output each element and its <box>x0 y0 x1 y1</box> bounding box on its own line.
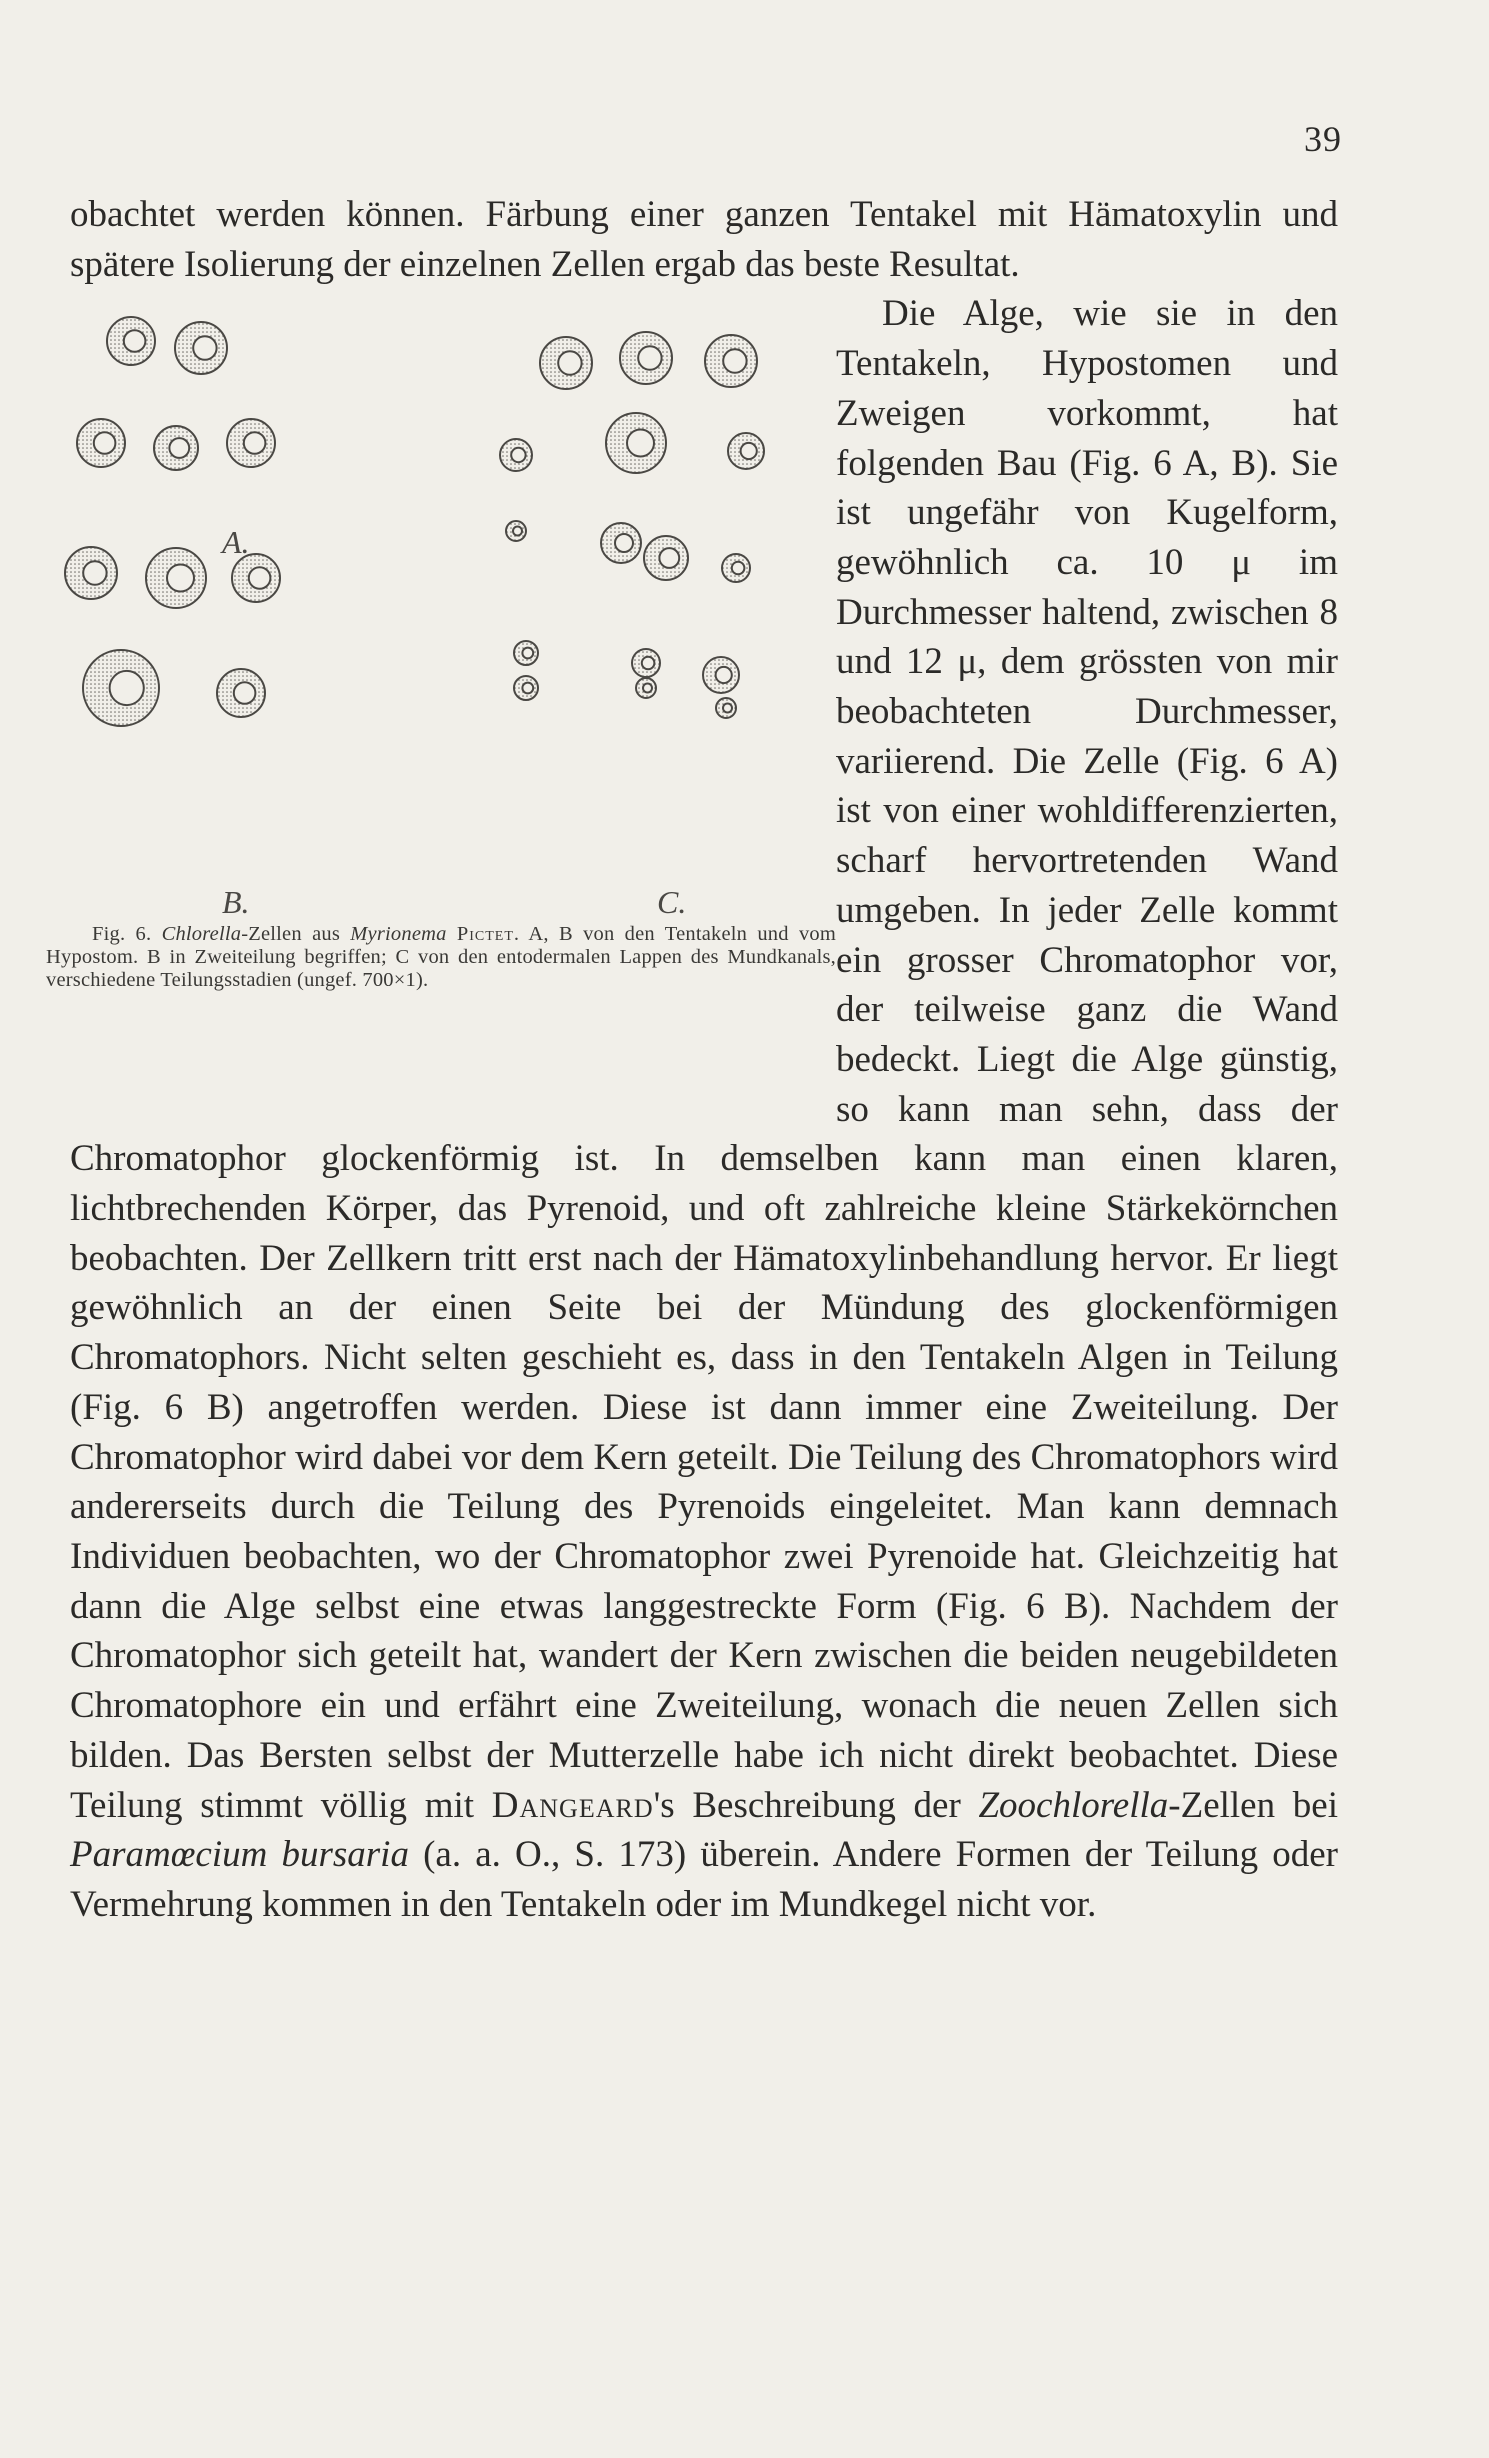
pyrenoid-20 <box>522 648 533 659</box>
figure-caption <box>46 923 836 992</box>
pyrenoid-10 <box>741 443 757 459</box>
pyrenoid-16 <box>659 549 679 569</box>
pyrenoid-22 <box>642 657 655 670</box>
pyrenoid-8 <box>511 448 525 462</box>
pyrenoid-11 <box>83 562 106 585</box>
caption-species: Myrionema <box>350 923 447 946</box>
paragraph-2-text: Die Alge, wie sie in den Tentakeln, Hypostomen und Zweigen vorkommt, hat folgenden Bau (Fig. 6 A, B). Sie ist ungefähr von Kugelform, gewöhnlich ca. 10 μ im Durchmesser haltend, zwischen 8 und 12 μ, dem grössten von mir beobachteten Durchmesser, variierend. Die Zelle (Fig. 6 A) ist von einer wohldifferenzierten, scharf hervortretenden Wand umgeben. In jeder Zelle kommt ein grosser Chromatophor vor, der teilweise ganz die Wand bedeckt. Liegt die Alge günstig, so kann man sehn, dass der Chromatophor glockenförmig ist. In demselben kann man einen klaren, lichtbrechenden Körper, das Pyrenoid, und oft zahlreiche kleine Stärkekörnchen beobachten. Der Zellkern tritt erst nach der Hämatoxylinbehandlung hervor. Er liegt gewöhnlich an der einen Seite bei der Mündung des glockenförmigen Chromatophors. Nicht selten geschieht es, dass in den Tentakeln Algen in Teilung (Fig. 6 B) angetroffen werden. Diese ist dann immer eine Zweiteilung. Der Chromatophor wird dabei vor dem Kern geteilt. Die Teilung des Chromatophors wird andererseits durch die Teilung des Pyrenoids eingeleitet. Man kann demnach Individuen beobachten, wo der Chromatophor zwei Pyrenoide hat. Gleichzeitig hat dann die Alge selbst eine etwas langgestreckte Form (Fig. 6 B). Nachdem der Chromatophor sich geteilt hat, wandert der Kern zwischen die beiden neugebildeten Chromatophore ein und erfährt eine Zweiteilung, wonach die neuen Zellen sich bilden. Das Bersten selbst der Mutterzelle habe ich nicht direkt beobachtet. Diese Teilung stimmt völlig mit <box>70 293 1338 1826</box>
caption-prefix: Fig. 6. <box>92 923 152 946</box>
page-number: 39 <box>1304 119 1342 159</box>
caption-a: -Zellen aus <box>241 923 340 946</box>
pyrenoid-17 <box>732 562 745 575</box>
panel-label-a: A. <box>222 524 250 561</box>
pyrenoid-13 <box>249 568 271 590</box>
pyrenoid-12 <box>167 565 194 592</box>
pyrenoid-14 <box>513 527 522 536</box>
pyrenoid-23 <box>643 684 652 693</box>
panel-label-b: B. <box>222 884 250 921</box>
paragraph-1: obachtet werden können. Färbung einer ganzen Tentakel mit Hämatoxylin und spätere Isolierung der einzelnen Zellen ergab das beste Resultat. <box>70 194 1338 285</box>
genus-zoochlorella: Zoochlorella <box>978 1784 1169 1826</box>
caption-author: Pictet <box>456 923 514 946</box>
text-column <box>46 190 1338 1930</box>
pyrenoid-0 <box>124 331 146 353</box>
figure-6-drawing <box>46 303 836 923</box>
pyrenoid-15 <box>615 534 633 552</box>
author-dangeard: Dangeard <box>491 1784 654 1826</box>
pyrenoid-24 <box>716 667 732 683</box>
pyrenoid-4 <box>723 350 746 373</box>
pyrenoid-5 <box>94 433 116 455</box>
pyrenoid-6 <box>169 439 189 459</box>
pyrenoid-7 <box>244 433 266 455</box>
pyrenoid-9 <box>627 430 654 457</box>
pyrenoid-1 <box>193 337 216 360</box>
caption-b: . A, B von den Tentakeln und vom Hypostom. B in Zweiteilung begriffen; C von den entodermalen Lappen des Mundkanals, verschiedene Teilungsstadien (ungef. 700×1). <box>46 923 837 992</box>
panel-label-c: C. <box>657 884 687 921</box>
paragraph-2-b: 's Beschreibung der <box>653 1784 961 1826</box>
pyrenoid-18 <box>110 671 144 705</box>
pyrenoid-25 <box>723 704 732 713</box>
caption-genus: Chlorella <box>161 923 242 946</box>
paragraph-2 <box>46 289 1338 1929</box>
paragraph-2-c: -Zellen bei <box>1168 1784 1338 1826</box>
pyrenoid-2 <box>558 352 581 375</box>
pyrenoid-3 <box>638 347 661 370</box>
pyrenoid-19 <box>234 683 256 705</box>
species-paramoecium: Paramœcium bursaria <box>70 1834 409 1876</box>
figure-6 <box>46 303 837 1123</box>
pyrenoid-21 <box>522 683 533 694</box>
paragraph-2-d: (a. a. O., S. 173) überein. Andere Formen der Teilung oder Vermehrung kommen in den Tentakeln oder im Mundkegel nicht vor. <box>70 1834 1338 1925</box>
